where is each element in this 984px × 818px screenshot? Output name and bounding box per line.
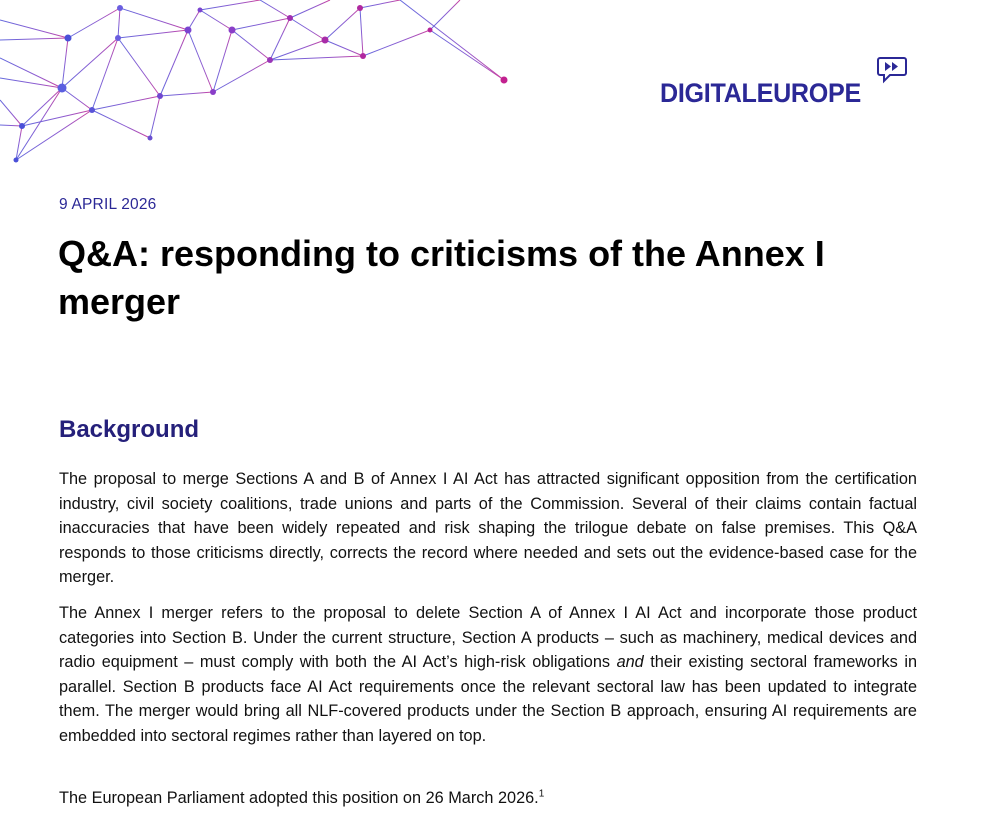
- logo-wordmark: DIGITALEUROPE: [660, 78, 861, 108]
- footnote-marker[interactable]: 1: [538, 788, 545, 800]
- paragraph-2: [59, 601, 917, 748]
- paragraph-2-emphasis: and: [616, 653, 644, 671]
- network-graphic: [0, 0, 520, 175]
- paragraph-2-text-b: their existing sectoral frameworks in parallel. Section B products face AI Act requirements once the relevant sectoral law has been updated to integrate them. The merger would bring all NLF-covered products under the Section B approach, ensuring AI requirements are embedded into sectoral regimes rather than layered on top.: [59, 653, 918, 745]
- paragraph-2-text-a: The Annex I merger refers to the proposal to delete Section A of Annex I AI Act and incorporate those product categories into Section B. Under the current structure, Section A products – such as machinery, medical devices and radio equipment – must comply with both the AI Act’s high-risk obligations: [59, 604, 917, 671]
- paragraph-1: The proposal to merge Sections A and B of Annex I AI Act has attracted significant opposition from the certification industry, civil society coalitions, trade unions and parts of the Commission. Several of their claims contain factual inaccuracies that have been widely repeated and risk shaping the trilogue debate on false premises. This Q&A responds to those criticisms directly, corrects the record where needed and sets out the evidence-based case for the merger.: [59, 470, 917, 586]
- paragraph-3-text: The European Parliament adopted this position on 26 March 2026.: [59, 789, 539, 807]
- speech-bubble-fast-forward-icon: [876, 56, 908, 84]
- document-title: Q&A: responding to criticisms of the Annex I merger: [58, 233, 825, 322]
- section-heading-background: Background: [59, 416, 200, 443]
- paragraph-3: [59, 786, 917, 811]
- document-date: 9 APRIL 2026: [59, 196, 157, 213]
